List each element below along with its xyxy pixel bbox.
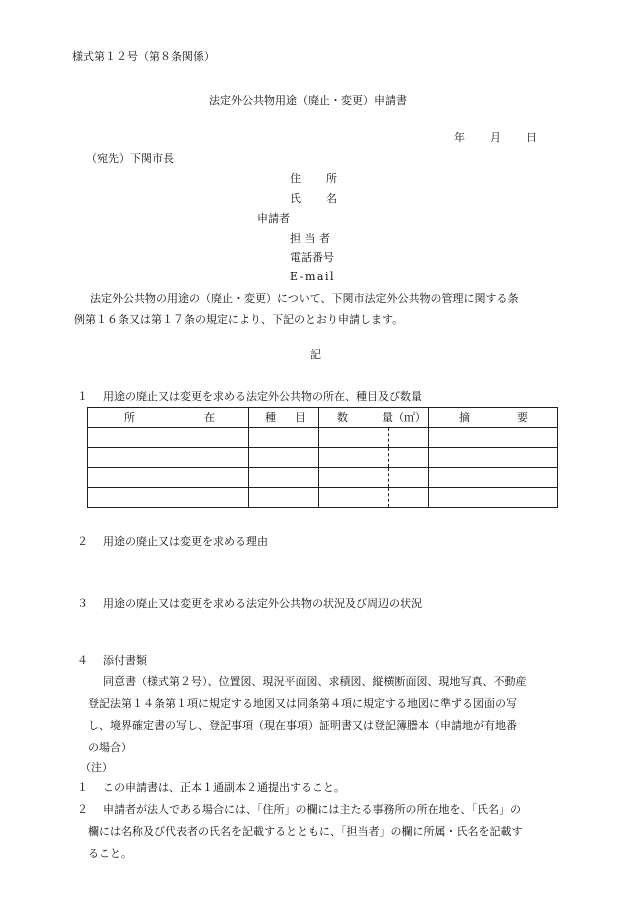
object-table bbox=[87, 407, 558, 508]
cell-type[interactable] bbox=[249, 448, 319, 468]
applicant-label: 申請者 bbox=[257, 212, 290, 225]
cell-qty-int[interactable] bbox=[319, 428, 389, 448]
cell-qty-int[interactable] bbox=[319, 488, 389, 508]
item1-number: １ bbox=[77, 390, 88, 403]
table-row bbox=[88, 488, 558, 508]
attachments-line-1: 同意書（様式第２号）、位置図、現況平面図、求積図、縦横断面図、現地写真、不動産 bbox=[103, 675, 527, 688]
item2-heading: 用途の廃止又は変更を求める理由 bbox=[103, 535, 268, 548]
header-location: 所 在 bbox=[88, 408, 249, 428]
email-label: E-mail bbox=[290, 270, 335, 283]
item3-number: ３ bbox=[77, 597, 88, 610]
form-number: 様式第１２号（第８条関係） bbox=[72, 50, 215, 63]
attachments-line-4: の場合） bbox=[88, 741, 132, 754]
notes-header: （注） bbox=[80, 761, 113, 774]
table-row bbox=[88, 428, 558, 448]
cell-location[interactable] bbox=[88, 488, 249, 508]
cell-remarks[interactable] bbox=[429, 488, 558, 508]
address-label-2: 所 bbox=[326, 172, 337, 185]
item4-heading: 添付書類 bbox=[103, 654, 147, 667]
attachments-line-2: 登記法第１４条第１項に規定する地図又は同条第４項に規定する地図に準ずる図面の写 bbox=[88, 697, 517, 710]
attachments-line-3: し、境界確定書の写し、登記事項（現在事項）証明書又は登記簿謄本（申請地が有地番 bbox=[88, 719, 517, 732]
name-label-2: 名 bbox=[326, 192, 337, 205]
cell-qty-int[interactable] bbox=[319, 448, 389, 468]
addressee: （宛先）下関市長 bbox=[86, 152, 174, 165]
address-label-1: 住 bbox=[290, 172, 301, 185]
name-label-1: 氏 bbox=[290, 192, 301, 205]
note2-line-2: 欄には名称及び代表者の氏名を記載するとともに、「担当者」の欄に所属・氏名を記載す bbox=[88, 825, 523, 838]
note1-number: １ bbox=[77, 781, 88, 794]
cell-location[interactable] bbox=[88, 468, 249, 488]
item4-number: ４ bbox=[77, 654, 88, 667]
phone-label: 電話番号 bbox=[290, 251, 334, 264]
note1-text: この申請書は、正本１通副本２通提出すること。 bbox=[103, 781, 345, 794]
contact-person-label: 担 当 者 bbox=[290, 232, 330, 245]
cell-remarks[interactable] bbox=[429, 448, 558, 468]
date-month: 月 bbox=[490, 131, 501, 144]
cell-location[interactable] bbox=[88, 428, 249, 448]
cell-remarks[interactable] bbox=[429, 468, 558, 488]
cell-qty-int[interactable] bbox=[319, 468, 389, 488]
item1-heading: 用途の廃止又は変更を求める法定外公共物の所在、種目及び数量 bbox=[103, 390, 422, 403]
note2-number: ２ bbox=[77, 803, 88, 816]
cell-qty-dec[interactable] bbox=[389, 468, 429, 488]
intro-line-1: 法定外公共物の用途の（廃止・変更）について、下関市法定外公共物の管理に関する条 bbox=[90, 292, 519, 305]
date-day: 日 bbox=[526, 131, 537, 144]
cell-qty-dec[interactable] bbox=[389, 448, 429, 468]
table-header-row bbox=[88, 408, 558, 428]
item2-number: ２ bbox=[77, 535, 88, 548]
note2-line-1: 申請者が法人である場合には、「住所」の欄には主たる事務所の所在地を、「氏名」の bbox=[103, 803, 521, 816]
item3-heading: 用途の廃止又は変更を求める法定外公共物の状況及び周辺の状況 bbox=[103, 597, 422, 610]
ki-heading: 記 bbox=[310, 348, 321, 361]
table-row bbox=[88, 448, 558, 468]
header-type: 種 目 bbox=[249, 408, 319, 428]
cell-type[interactable] bbox=[249, 468, 319, 488]
header-remarks: 摘 要 bbox=[429, 408, 558, 428]
date-year: 年 bbox=[454, 131, 465, 144]
cell-location[interactable] bbox=[88, 448, 249, 468]
cell-type[interactable] bbox=[249, 488, 319, 508]
cell-type[interactable] bbox=[249, 428, 319, 448]
intro-line-2: 例第１６条又は第１７条の規定により、下記のとおり申請します。 bbox=[74, 313, 404, 326]
table-row bbox=[88, 468, 558, 488]
note2-line-3: ること。 bbox=[88, 847, 132, 860]
cell-qty-dec[interactable] bbox=[389, 428, 429, 448]
header-quantity: 数 量（㎡） bbox=[319, 408, 429, 428]
cell-qty-dec[interactable] bbox=[389, 488, 429, 508]
page-title: 法定外公共物用途（廃止・変更）申請書 bbox=[209, 94, 407, 107]
cell-remarks[interactable] bbox=[429, 428, 558, 448]
